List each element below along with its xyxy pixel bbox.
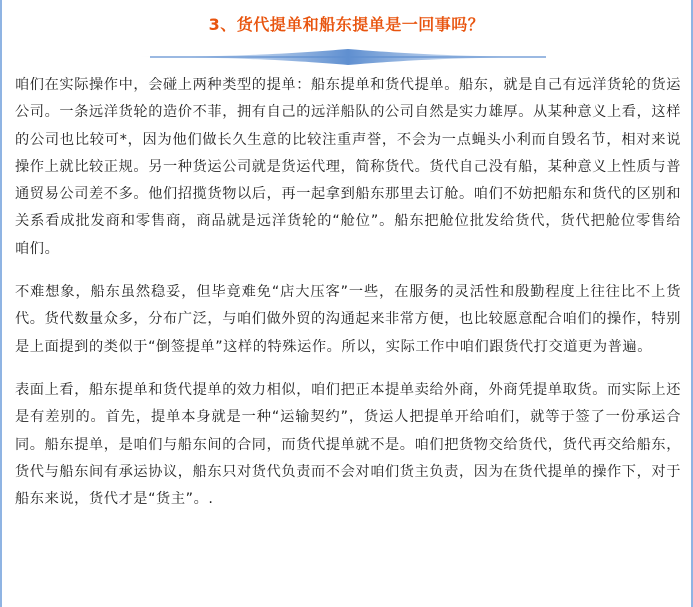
title-divider	[130, 44, 566, 68]
article-body	[15, 72, 681, 529]
article-title: 3、货代提单和船东提单是一回事吗？	[208, 15, 485, 34]
paragraph-2: 不难想象，船东虽然稳妥，但毕竟难免“店大压客”一些，在服务的灵活性和殷勤程度上往往比不上货代。货代数量众多，分布广泛，与咱们做外贸的沟通起来非常方便，也比较愿意配合咱们的操作，特别是上面提到的类似于“倒签提单”这样的特殊运作。所以，实际工作中咱们跟货代打交道更为普遍。	[15, 284, 681, 355]
paragraph-1: 咱们在实际操作中，会碰上两种类型的提单：船东提单和货代提单。船东，就是自己有远洋货轮的货运公司。一条远洋货轮的造价不菲，拥有自己的远洋船队的公司自然是实力雄厚。从某种意义上看，这样的公司也比较可*，因为他们做长久生意的比较注重声誉，不会为一点蝇头小利而自毁名节，相对来说操作上就比较正规。另一种货运公司就是货运代理，简称货代。货代自己没有船，某种意义上性质与普通贸易公司差不多。他们招揽货物以后，再一起拿到船东那里去订舱。咱们不妨把船东和货代的区别和关系看成批发商和零售商，商品就是远洋货轮的“舱位”。船东把舱位批发给货代，货代把舱位零售给咱们。	[15, 77, 681, 257]
paragraph-3: 表面上看，船东提单和货代提单的效力相似，咱们把正本提单卖给外商，外商凭提单取货。而实际上还是有差别的。首先，提单本身就是一种“运输契约”，货运人把提单开给咱们，就等于签了一份承运合同。船东提单，是咱们与船东间的合同，而货代提单就不是。咱们把货物交给货代，货代再交给船东，货代与船东间有承运协议，船东只对货代负责而不会对咱们货主负责，因为在货代提单的操作下，对于船东来说，货代才是“货主”。.	[15, 381, 681, 508]
